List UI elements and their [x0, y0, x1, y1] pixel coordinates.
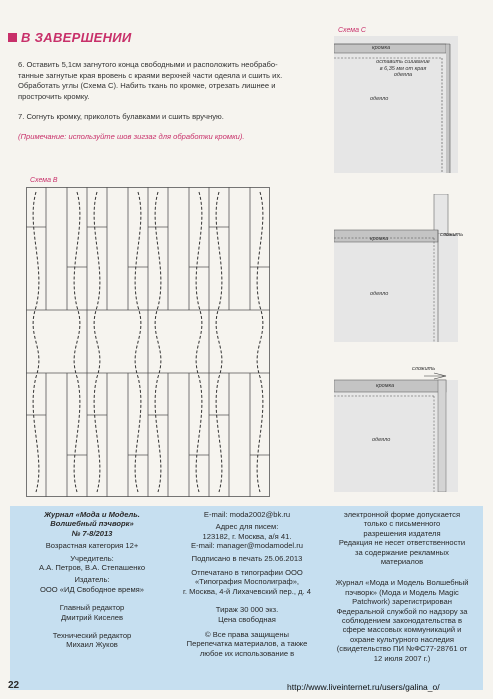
c1-annotation: оставить сшивание в 6,35 мм от края одеяла — [376, 59, 430, 78]
c2-slozhit-label: сложить — [440, 232, 464, 238]
c2-kromka-label: кромка — [370, 236, 389, 242]
schema-b-diagram — [26, 187, 270, 497]
instruction-step-7: 7. Согнуть кромку, приколоть булавками и сшить вручную. — [18, 112, 224, 121]
section-title: В ЗАВЕРШЕНИИ — [8, 30, 132, 45]
source-url[interactable]: http://www.liveinternet.ru/users/galina_o/ — [287, 682, 440, 692]
c3-slozhit-label: сложить — [412, 366, 436, 372]
schema-c-diagram-2 — [334, 194, 458, 342]
c3-odeyalo-label: одеяло — [372, 437, 391, 443]
note: (Примечание: используйте шов зигзаг для обработки кромки). — [18, 132, 245, 141]
instruction-step-6: 6. Оставить 5,1см загнутого конца свободными и расположить необрабо- танные загнутые края вровень с краями верхней части одеяла и сшить их. Обработать углы (Схема С). Набить ткань по кромке, отрезать лишнее и прострочить кромку. — [18, 60, 283, 101]
c3-kromka-label: кромка — [376, 383, 395, 389]
bullet-square-icon — [8, 33, 17, 42]
c1-odeyalo-label: одеяло — [370, 96, 389, 102]
imprint-middle: E-mail: moda2002@bk.ru Адрес для писем: 123182, г. Москва, а/я 41. E-mail: manager@modamodel.ru Подписано в печать 25.06.2013 Отпечатано в типографии ООО «Типография Мосполиграф», г. Москва, 4-й Лихачевский пер., д. 4 Тираж 30 000 экз. Цена свободная © Все права защищены Перепечатка материалов, а также любое их использование в — [183, 510, 311, 658]
c2-odeyalo-label: одеяло — [370, 291, 389, 297]
imprint-left: Журнал «Мода и Модель. Волшебный пэчворк» № 7-8/2013 Возрастная категория 12+ Учредитель: А.А. Петров, В.А. Степашенко Издатель: ООО «ИД Свободное время» Главный редактор Дмитрий Киселев Технический редактор Михаил Жуков — [38, 510, 146, 650]
c1-kromka-label: кромка — [372, 45, 391, 51]
schema-c-diagram-1 — [334, 36, 458, 173]
page-number: 22 — [8, 680, 20, 691]
schema-c-diagram-3 — [334, 370, 458, 492]
schema-b-label: Схема B — [30, 177, 58, 184]
imprint-right: электронной форме допускается только с письменного разрешения издателя Редакция не несет ответственности за содержание рекламных материалов Журнал «Мода и Модель Волшебный пэчворк» (Мода и Модель Magic Patchwork) зарегистрирован Федеральной службой по надзору за соблюдением законодательства в сфере массовых коммуникаций и охране культурного наследия (свидетельство ПИ №ФС77-28761 от 12 июля 2007 г.) — [335, 510, 469, 663]
schema-c-label: Схема C — [338, 27, 366, 34]
